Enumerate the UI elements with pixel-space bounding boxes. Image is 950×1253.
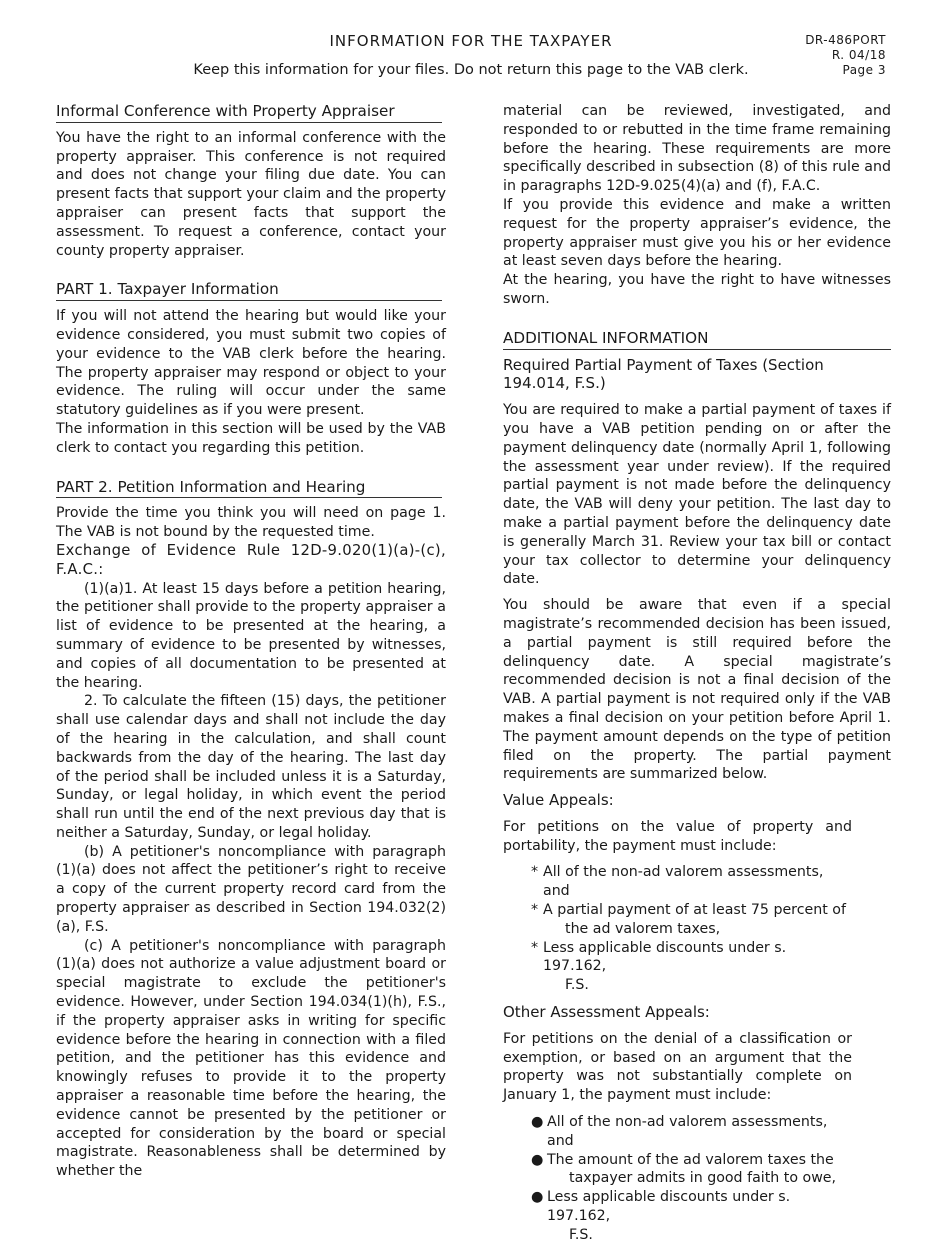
partial-payment-paragraph-1: You are required to make a partial payment of taxes if you have a VAB petition pending on or after the payment delinquency date (normally April 1, following the assessment year under review). If the required partial payment is not made before the delinquency date, the VAB will deny your petition. The last day to make a partial payment before the delinquency date is generally March 31. Review your tax bill or contact your tax collector to determine your delinquency date. (503, 402, 891, 588)
asterisk-marker: * (531, 864, 539, 881)
part1-paragraph-1: If you will not attend the hearing but would like your evidence considered, you must submit two copies of your evidence to the VAB clerk before the hearing. The property appraiser may respond or object to your evidence. The ruling will occur under the same statutory guidelines as if you were present. (56, 308, 446, 419)
section-heading-part1: PART 1. Taxpayer Information (56, 280, 442, 301)
list-item: ● All of the non-ad valorem assessments, and (531, 1114, 828, 1149)
subheading-value-appeals: Value Appeals: (503, 791, 614, 810)
exchange-of-evidence-rule: Exchange of Evidence Rule 12D-9.020(1)(a)-(c), F.A.C.: (56, 541, 446, 578)
list-item: ● The amount of the ad valorem taxes the taxpayer admits in good faith to owe, (531, 1151, 837, 1187)
page-title: INFORMATION FOR THE TAXPAYER (329, 32, 613, 50)
other-appeals-list (531, 1113, 853, 1245)
bullet-icon: ● (531, 1114, 544, 1131)
asterisk-marker: * (531, 939, 539, 956)
rule-1b: (b) A petitioner's noncompliance with paragraph (1)(a) does not affect the petitioner’s right to receive a copy of the current property record card from the property appraiser as described in Section 194.032(2)(a), F.S. (56, 843, 446, 935)
witnesses-text: At the hearing, you have the right to have witnesses sworn. (503, 272, 891, 307)
evidence-continuation: material can be reviewed, investigated, and responded to or rebutted in the time frame remaining before the hearing. These requirements are more specifically described in subsection (8) of this rule and in paragraphs 12D-9.025(4)(a) and (f), F.A.C. (503, 103, 891, 195)
rule-1a2: 2. To calculate the fifteen (15) days, the petitioner shall use calendar days and shall not include the day of the hearing in the calculation, and shall count backwards from the day of the hearing. The last day of the period shall be included unless it is a Saturday, Sunday, or legal holiday, in which event the period shall run until the end of the next previous day that is neither a Saturday, Sunday, or legal holiday. (56, 693, 446, 841)
evidence-request-text: If you provide this evidence and make a written request for the property appraiser’s evidence, the property appraiser must give you his or her evidence at least seven days before the hearing. (503, 196, 891, 270)
form-identifier (805, 33, 886, 78)
rule-1a1: (1)(a)1. At least 15 days before a petition hearing, the petitioner shall provide to the property appraiser a list of evidence to be presented at the hearing, a summary of evidence to be presented by witnesses, and copies of all documentation to be presented at the hearing. (56, 580, 446, 691)
list-item: * A partial payment of at least 75 percent of the ad valorem taxes, (531, 902, 846, 937)
form-revision: R. 04/18 (831, 48, 886, 62)
form-number: DR-486PORT (805, 33, 886, 47)
bullet-icon: ● (531, 1189, 544, 1206)
subheading-other-assessment-appeals: Other Assessment Appeals: (503, 1003, 710, 1022)
page-subtitle: Keep this information for your files. Do not return this page to the VAB clerk. (193, 62, 749, 78)
section-heading-part2: PART 2. Petition Information and Hearing (56, 478, 442, 499)
part2-paragraph-1: Provide the time you think you will need on page 1. The VAB is not bound by the requested time. (56, 505, 446, 541)
section-heading-additional-information: ADDITIONAL INFORMATION (503, 329, 891, 350)
list-item: * All of the non-ad valorem assessments, and (531, 864, 824, 900)
bullet-icon: ● (531, 1151, 544, 1168)
right-column (503, 102, 891, 1253)
rule-1c: (c) A petitioner's noncompliance with paragraph (1)(a) does not authorize a value adjustment board or special magistrate to exclude the petitioner's evidence. However, under Section 194.034(1)(h), F.S., if the property appraiser asks in writing for specific evidence before the hearing in connection with a filed petition, and the petitioner has this evidence and knowingly refuses to provide it to the property appraiser a reasonable time before the hearing, the evidence cannot be presented by the petitioner or accepted for consideration by the board or special magistrate. Reasonableness shall be determined by whether the (56, 937, 446, 1180)
asterisk-marker: * (531, 902, 539, 919)
part1-paragraph-2: The information in this section will be used by the VAB clerk to contact you regarding this petition. (56, 420, 446, 456)
list-item: * Less applicable discounts under s. 197.162, F.S. (531, 939, 787, 994)
list-item: ● Less applicable discounts under s. 197.162, F.S. (531, 1189, 791, 1243)
value-appeals-intro: For petitions on the value of property and portability, the payment must include: (503, 818, 852, 854)
informal-conference-text: You have the right to an informal conference with the property appraiser. This conference is not required and does not change your filing due date. You can present facts that support your claim and the property appraiser can present facts that support the assessment. To request a conference, contact your county property appraiser. (56, 129, 446, 259)
subheading-partial-payment: Required Partial Payment of Taxes (Section 194.014, F.S.) (503, 355, 824, 393)
partial-payment-paragraph-2: You should be aware that even if a special magistrate’s recommended decision has been issued, a partial payment is still required before the delinquency date. A special magistrate’s recommended decision is not a final decision of the VAB. A partial payment is not required only if the VAB makes a final decision on your petition before April 1. The payment amount depends on the type of petition filed on the property. The partial payment requirements are summarized below. (503, 597, 891, 783)
page-number: Page 3 (842, 63, 886, 77)
left-column (56, 102, 446, 1181)
other-appeals-intro: For petitions on the denial of a classification or exemption, or based on an argument that the property was not substantially complete on January 1, the payment must include: (503, 1030, 852, 1104)
section-heading-informal-conference: Informal Conference with Property Appraiser (56, 102, 442, 123)
value-appeals-list (531, 863, 853, 995)
